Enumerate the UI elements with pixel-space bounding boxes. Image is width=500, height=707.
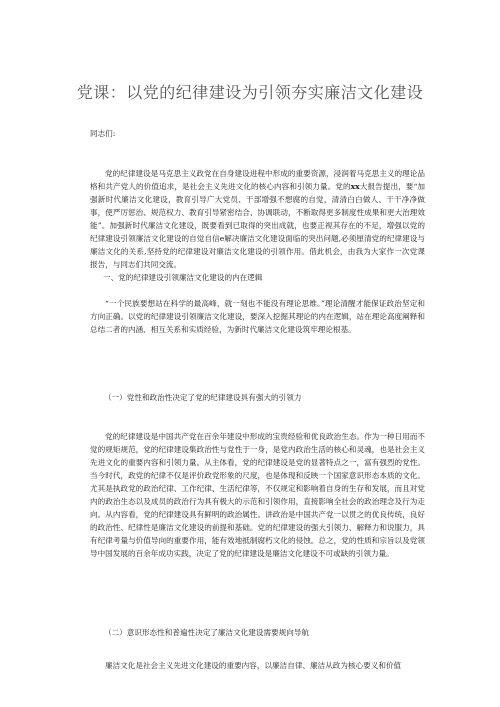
paragraph-clean-culture: 廉洁文化是社会主义先进文化建设的重要内容，以廉洁自律、廉洁从政为核心要义和价值 — [105, 661, 402, 670]
paragraph-intro-text-a: 党的纪律建设是马克思主义政党在自身建设进程中形成的重要资源，浸润着马克思主义的理论品格和共产党人的价值追求，是社会主义先进文化的核心内容和引领力量。党的 — [90, 169, 425, 191]
paragraph-party-discipline: 党的纪律建设是中国共产党在百余年建设中形成的宝贵经验和优良政治生态。作为一种日用而不觉的规矩规范，党的纪律建设集政治性与党性于一身，是党内政治生活的核心和灵魂，也是社会主义先进文化的重要内容和引领力量。从主体看，党的纪律建设是党的显著特点之一，富有强烈的党性。当今时代，政党的纪律不仅是评价政党形象的尺度，也是体现和反映一个国家意识形态本质的文化。尤其是执政党的政治纪律、工作纪律、生活纪律等，不仅规定和影响着自身的生存和发展，而且对党内的政治生态以及成员的政治行为具有极大的示范和引领作用，直接影响全社会的政治理念及行为走向。从内容看，党的纪律建设具有鲜明的政治属性。讲政治是中国共产党一以贯之的优良传统，良好的政治性、纪律性是廉洁文化建设的前提和基础。党的纪律建设的强大引领力、解释力和说服力，具有纪律考量与价值导向的重要作用，能有效地抵制腐朽文化的侵蚀。总之，党的性质和宗旨以及党领导中国发展的百余年成功实践，决定了党的纪律建设是廉洁文化建设不可或缺的引领力量。 — [90, 432, 425, 558]
subsection-heading-1: （一）党性和政治性决定了党的纪律建设具有强大的引领力 — [104, 393, 302, 402]
paragraph-intro-bold: xx — [350, 182, 360, 191]
greeting: 同志们: — [90, 129, 116, 138]
section-heading-1: 一、党的纪律建设引领廉洁文化建设的内在逻辑 — [103, 273, 263, 282]
document-title: 党课：以党的纪律建设为引领夯实廉洁文化建设 — [76, 83, 424, 102]
paragraph-theory: “一个民族要想站在科学的最高峰，就一刻也不能没有理论思维。”理论清醒才能保证政治坚定和方向正确。以党的纪律建设引领廉洁文化建设，要深入挖掘其理论的内在逻辑，站在理论高度阐释和总结二者的内涵、相互关系和实质经验，为新时代廉洁文化建设筑牢理论根基。 — [90, 299, 425, 334]
paragraph-intro-text-b: 大报告提出，要“加强新时代廉洁文化建设，教育引导广大党员、干部增强不想腐的自觉，清清白白做人、干干净净做事，使严厉惩治、规范权力、教育引导紧密结合、协调联动，不断取得更多制度性成果和更大治理效能”。加强新时代廉洁文化建设，既要看到已取得的突出成就，也要正视其存在的不足，增强以党的纪律建设引领廉洁文化建设的自觉自信e解决廉洁文化建设面临的突出问题,必须厘清党的纪律建设与廉洁文化的关系,坚持党的纪律建设对廉洁文化建设的引领作用。借此机会，由我为大家作一次党课报告，与同志们共同交流。 — [90, 182, 426, 269]
paragraph-intro — [90, 167, 425, 271]
subsection-heading-2: （二）意识形态性和普遍性决定了廉洁文化建设需要规向导航 — [104, 628, 310, 637]
